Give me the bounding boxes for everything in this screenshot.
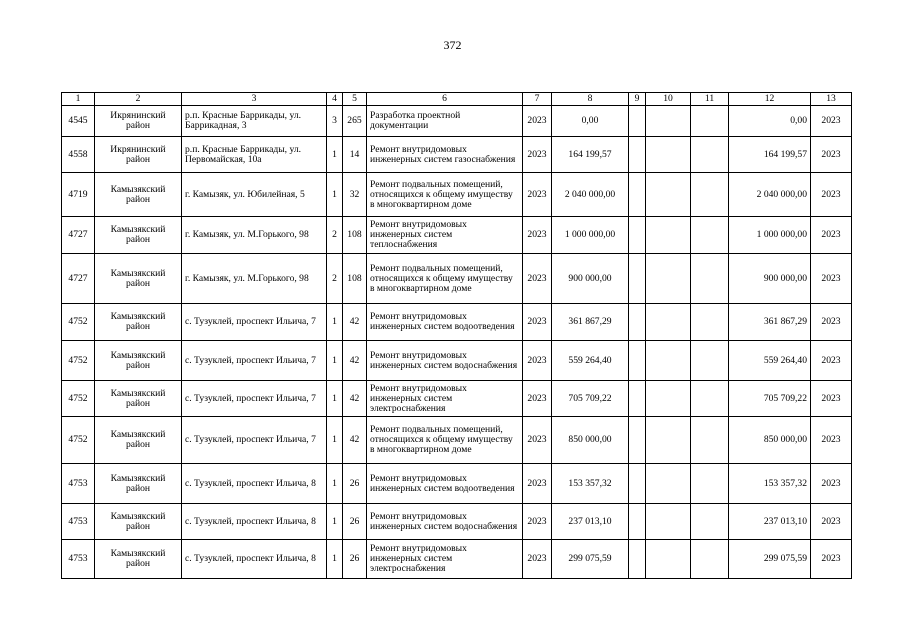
cell-work-type: Ремонт подвальных помещений, относящихся к общему имуществу в многоквартирном доме xyxy=(367,417,523,464)
cell-col-9 xyxy=(629,173,646,217)
cell-end-year: 2023 xyxy=(811,341,852,381)
cell-id: 4727 xyxy=(62,254,95,304)
cell-col-11 xyxy=(691,173,729,217)
cell-col-11 xyxy=(691,464,729,504)
cell-area: 108 xyxy=(343,254,367,304)
cell-work-type: Ремонт подвальных помещений, относящихся к общему имуществу в многоквартирном доме xyxy=(367,173,523,217)
cell-floors: 1 xyxy=(327,381,343,417)
cell-address: с. Тузуклей, проспект Ильича, 8 xyxy=(182,464,327,504)
cell-year: 2023 xyxy=(523,137,552,173)
table-row xyxy=(62,217,852,254)
cell-col-11 xyxy=(691,137,729,173)
cell-area: 42 xyxy=(343,417,367,464)
cell-district: Камызякский район xyxy=(95,254,182,304)
cell-work-type: Ремонт внутридомовых инженерных систем теплоснабжения xyxy=(367,217,523,254)
cell-year: 2023 xyxy=(523,106,552,137)
cell-total: 153 357,32 xyxy=(729,464,811,504)
cell-amount: 705 709,22 xyxy=(552,381,629,417)
cell-col-10 xyxy=(646,173,691,217)
cell-floors: 1 xyxy=(327,464,343,504)
cell-district: Камызякский район xyxy=(95,217,182,254)
cell-amount: 237 013,10 xyxy=(552,504,629,540)
cell-end-year: 2023 xyxy=(811,381,852,417)
cell-floors: 1 xyxy=(327,137,343,173)
column-header-11: 11 xyxy=(691,93,729,106)
cell-address: с. Тузуклей, проспект Ильича, 7 xyxy=(182,341,327,381)
cell-work-type: Ремонт внутридомовых инженерных систем водоснабжения xyxy=(367,341,523,381)
cell-end-year: 2023 xyxy=(811,304,852,341)
cell-col-10 xyxy=(646,417,691,464)
cell-floors: 1 xyxy=(327,173,343,217)
table-row xyxy=(62,464,852,504)
cell-area: 14 xyxy=(343,137,367,173)
table-row xyxy=(62,504,852,540)
cell-work-type: Ремонт внутридомовых инженерных систем электроснабжения xyxy=(367,540,523,579)
column-header-7: 7 xyxy=(523,93,552,106)
cell-end-year: 2023 xyxy=(811,106,852,137)
cell-address: р.п. Красные Баррикады, ул. Первомайская, 10а xyxy=(182,137,327,173)
cell-amount: 1 000 000,00 xyxy=(552,217,629,254)
cell-id: 4727 xyxy=(62,217,95,254)
column-header-1: 1 xyxy=(62,93,95,106)
cell-total: 361 867,29 xyxy=(729,304,811,341)
cell-id: 4752 xyxy=(62,341,95,381)
header-row xyxy=(62,93,852,106)
cell-area: 32 xyxy=(343,173,367,217)
cell-col-9 xyxy=(629,417,646,464)
cell-amount: 361 867,29 xyxy=(552,304,629,341)
cell-district: Камызякский район xyxy=(95,304,182,341)
cell-id: 4753 xyxy=(62,464,95,504)
cell-col-11 xyxy=(691,106,729,137)
cell-area: 108 xyxy=(343,217,367,254)
cell-end-year: 2023 xyxy=(811,137,852,173)
cell-total: 164 199,57 xyxy=(729,137,811,173)
cell-total: 2 040 000,00 xyxy=(729,173,811,217)
cell-amount: 299 075,59 xyxy=(552,540,629,579)
cell-address: с. Тузуклей, проспект Ильича, 7 xyxy=(182,417,327,464)
cell-total: 705 709,22 xyxy=(729,381,811,417)
cell-address: с. Тузуклей, проспект Ильича, 8 xyxy=(182,504,327,540)
cell-col-11 xyxy=(691,217,729,254)
cell-id: 4752 xyxy=(62,417,95,464)
cell-end-year: 2023 xyxy=(811,464,852,504)
cell-work-type: Ремонт внутридомовых инженерных систем водоотведения xyxy=(367,464,523,504)
cell-col-10 xyxy=(646,504,691,540)
cell-area: 42 xyxy=(343,304,367,341)
cell-area: 26 xyxy=(343,464,367,504)
column-header-6: 6 xyxy=(367,93,523,106)
cell-floors: 2 xyxy=(327,217,343,254)
cell-amount: 559 264,40 xyxy=(552,341,629,381)
page-number: 372 xyxy=(443,38,462,52)
cell-col-9 xyxy=(629,254,646,304)
cell-floors: 1 xyxy=(327,341,343,381)
cell-col-9 xyxy=(629,137,646,173)
cell-district: Камызякский район xyxy=(95,464,182,504)
cell-floors: 1 xyxy=(327,504,343,540)
cell-amount: 2 040 000,00 xyxy=(552,173,629,217)
cell-year: 2023 xyxy=(523,417,552,464)
cell-address: с. Тузуклей, проспект Ильича, 8 xyxy=(182,540,327,579)
cell-district: Камызякский район xyxy=(95,341,182,381)
cell-work-type: Ремонт внутридомовых инженерных систем электроснабжения xyxy=(367,381,523,417)
cell-col-9 xyxy=(629,504,646,540)
cell-id: 4753 xyxy=(62,540,95,579)
cell-work-type: Ремонт внутридомовых инженерных систем газоснабжения xyxy=(367,137,523,173)
cell-amount: 153 357,32 xyxy=(552,464,629,504)
cell-col-11 xyxy=(691,381,729,417)
cell-end-year: 2023 xyxy=(811,173,852,217)
cell-work-type: Ремонт внутридомовых инженерных систем водоотведения xyxy=(367,304,523,341)
cell-total: 299 075,59 xyxy=(729,540,811,579)
cell-year: 2023 xyxy=(523,540,552,579)
cell-col-9 xyxy=(629,341,646,381)
table-row xyxy=(62,341,852,381)
cell-total: 0,00 xyxy=(729,106,811,137)
cell-col-9 xyxy=(629,304,646,341)
cell-floors: 1 xyxy=(327,540,343,579)
column-header-12: 12 xyxy=(729,93,811,106)
cell-col-10 xyxy=(646,106,691,137)
cell-id: 4752 xyxy=(62,381,95,417)
cell-col-9 xyxy=(629,106,646,137)
cell-year: 2023 xyxy=(523,254,552,304)
cell-area: 42 xyxy=(343,381,367,417)
cell-total: 237 013,10 xyxy=(729,504,811,540)
cell-total: 850 000,00 xyxy=(729,417,811,464)
column-header-13: 13 xyxy=(811,93,852,106)
cell-end-year: 2023 xyxy=(811,504,852,540)
cell-col-10 xyxy=(646,381,691,417)
cell-total: 900 000,00 xyxy=(729,254,811,304)
cell-area: 26 xyxy=(343,540,367,579)
cell-col-11 xyxy=(691,254,729,304)
column-header-2: 2 xyxy=(95,93,182,106)
cell-col-9 xyxy=(629,381,646,417)
cell-year: 2023 xyxy=(523,381,552,417)
column-header-10: 10 xyxy=(646,93,691,106)
cell-col-9 xyxy=(629,464,646,504)
cell-id: 4719 xyxy=(62,173,95,217)
cell-floors: 3 xyxy=(327,106,343,137)
cell-id: 4753 xyxy=(62,504,95,540)
cell-work-type: Ремонт подвальных помещений, относящихся к общему имуществу в многоквартирном доме xyxy=(367,254,523,304)
cell-address: с. Тузуклей, проспект Ильича, 7 xyxy=(182,381,327,417)
table-row xyxy=(62,304,852,341)
cell-district: Камызякский район xyxy=(95,173,182,217)
cell-col-11 xyxy=(691,540,729,579)
cell-floors: 1 xyxy=(327,304,343,341)
cell-district: Икрянинский район xyxy=(95,137,182,173)
cell-col-10 xyxy=(646,137,691,173)
cell-year: 2023 xyxy=(523,217,552,254)
table-body xyxy=(62,106,852,579)
register-table xyxy=(61,92,852,579)
column-header-5: 5 xyxy=(343,93,367,106)
table-row xyxy=(62,254,852,304)
cell-district: Камызякский район xyxy=(95,381,182,417)
table-row xyxy=(62,106,852,137)
table-row xyxy=(62,137,852,173)
cell-id: 4752 xyxy=(62,304,95,341)
table-row xyxy=(62,173,852,217)
cell-address: р.п. Красные Баррикады, ул. Баррикадная, 3 xyxy=(182,106,327,137)
cell-col-9 xyxy=(629,540,646,579)
cell-end-year: 2023 xyxy=(811,217,852,254)
table-row xyxy=(62,417,852,464)
cell-district: Икрянинский район xyxy=(95,106,182,137)
table-row xyxy=(62,381,852,417)
cell-year: 2023 xyxy=(523,341,552,381)
cell-year: 2023 xyxy=(523,464,552,504)
cell-year: 2023 xyxy=(523,304,552,341)
column-header-9: 9 xyxy=(629,93,646,106)
column-header-3: 3 xyxy=(182,93,327,106)
cell-amount: 0,00 xyxy=(552,106,629,137)
cell-end-year: 2023 xyxy=(811,417,852,464)
cell-amount: 850 000,00 xyxy=(552,417,629,464)
cell-total: 1 000 000,00 xyxy=(729,217,811,254)
cell-amount: 900 000,00 xyxy=(552,254,629,304)
cell-district: Камызякский район xyxy=(95,504,182,540)
cell-amount: 164 199,57 xyxy=(552,137,629,173)
cell-address: г. Камызяк, ул. Юбилейная, 5 xyxy=(182,173,327,217)
cell-address: с. Тузуклей, проспект Ильича, 7 xyxy=(182,304,327,341)
cell-col-11 xyxy=(691,504,729,540)
cell-district: Камызякский район xyxy=(95,417,182,464)
cell-id: 4545 xyxy=(62,106,95,137)
cell-address: г. Камызяк, ул. М.Горького, 98 xyxy=(182,217,327,254)
column-header-8: 8 xyxy=(552,93,629,106)
cell-col-10 xyxy=(646,254,691,304)
cell-district: Камызякский район xyxy=(95,540,182,579)
cell-area: 265 xyxy=(343,106,367,137)
cell-floors: 1 xyxy=(327,417,343,464)
cell-col-11 xyxy=(691,341,729,381)
cell-id: 4558 xyxy=(62,137,95,173)
cell-total: 559 264,40 xyxy=(729,341,811,381)
cell-col-10 xyxy=(646,540,691,579)
cell-col-10 xyxy=(646,304,691,341)
cell-area: 26 xyxy=(343,504,367,540)
cell-work-type: Ремонт внутридомовых инженерных систем водоснабжения xyxy=(367,504,523,540)
cell-col-11 xyxy=(691,304,729,341)
cell-col-9 xyxy=(629,217,646,254)
cell-work-type: Разработка проектной документации xyxy=(367,106,523,137)
cell-end-year: 2023 xyxy=(811,540,852,579)
cell-col-10 xyxy=(646,464,691,504)
cell-year: 2023 xyxy=(523,173,552,217)
cell-end-year: 2023 xyxy=(811,254,852,304)
cell-col-10 xyxy=(646,341,691,381)
cell-year: 2023 xyxy=(523,504,552,540)
cell-col-11 xyxy=(691,417,729,464)
cell-col-10 xyxy=(646,217,691,254)
table-row xyxy=(62,540,852,579)
cell-address: г. Камызяк, ул. М.Горького, 98 xyxy=(182,254,327,304)
cell-floors: 2 xyxy=(327,254,343,304)
cell-area: 42 xyxy=(343,341,367,381)
column-header-4: 4 xyxy=(327,93,343,106)
